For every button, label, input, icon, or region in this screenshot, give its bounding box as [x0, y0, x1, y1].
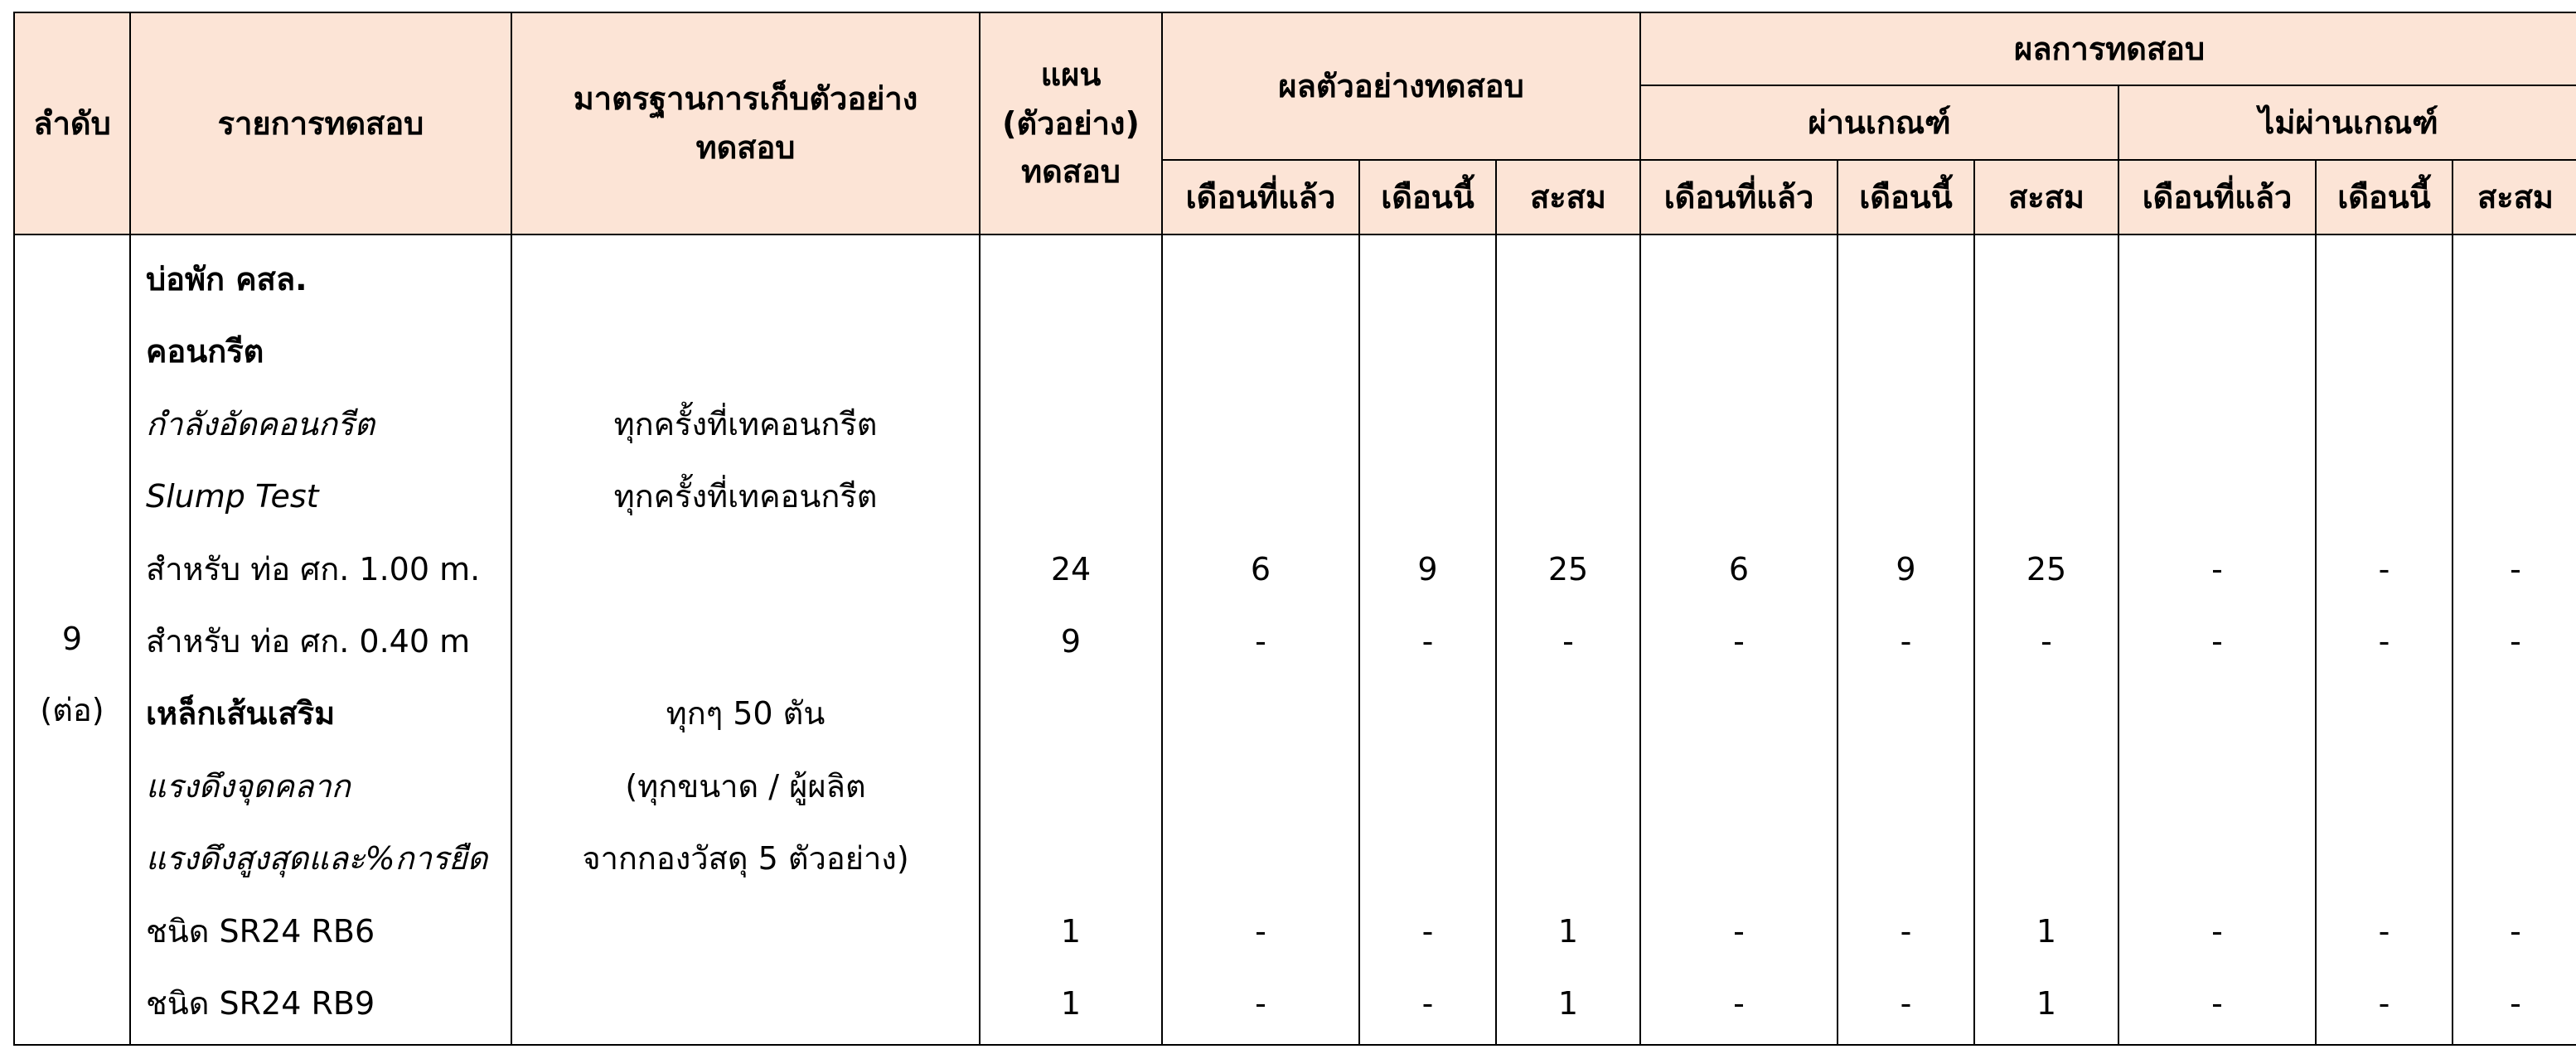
- value-line: [1641, 244, 1837, 316]
- value-line: [2317, 678, 2452, 750]
- item-line: กำลังอัดคอนกรีต: [146, 405, 375, 442]
- standard-line: [512, 968, 979, 1040]
- standard-line: [512, 534, 979, 606]
- table-body: [14, 234, 2576, 1045]
- value-line: 9: [1060, 622, 1082, 660]
- value-line: 9: [1417, 550, 1438, 587]
- value-line: [2317, 389, 2452, 461]
- header-plan-line: ทดสอบ: [1021, 153, 1121, 191]
- value-line: [1641, 678, 1837, 750]
- header-plan-line: (ตัวอย่าง): [1002, 104, 1140, 142]
- value-line: [1497, 461, 1639, 533]
- item-line: สำหรับ ท่อ ศก. 0.40 m: [146, 622, 471, 660]
- value-line: -: [1255, 912, 1266, 950]
- value-line: -: [2211, 984, 2223, 1022]
- standard-line: [512, 244, 979, 316]
- value-line: -: [2378, 622, 2390, 660]
- value-line: [1838, 823, 1973, 895]
- value-line: [1497, 823, 1639, 895]
- header-pass-prev-month: เดือนที่แล้ว: [1640, 160, 1838, 234]
- test-results-table: [13, 12, 2576, 1046]
- value-line: [1163, 244, 1358, 316]
- standard-line: จากกองวัสดุ 5 ตัวอย่าง): [582, 840, 909, 877]
- value-line: [981, 244, 1161, 316]
- standard-line: [512, 896, 979, 968]
- item-line: ชนิด SR24 RB6: [146, 912, 375, 950]
- item-line: เหล็กเส้นเสริม: [146, 695, 336, 732]
- value-line: [981, 823, 1161, 895]
- header-sample-cumulative: สะสม: [1496, 160, 1640, 234]
- value-line: -: [2510, 622, 2521, 660]
- value-line: [2317, 316, 2452, 388]
- value-line: -: [1562, 622, 1574, 660]
- header-sample-prev-month: เดือนที่แล้ว: [1162, 160, 1359, 234]
- value-line: -: [2378, 912, 2390, 950]
- value-line: [1975, 389, 2118, 461]
- header-fail-this-month: เดือนนี้: [2316, 160, 2453, 234]
- value-line: [1838, 244, 1973, 316]
- value-line: [1641, 316, 1837, 388]
- sample-prev-month-cell: [1162, 234, 1359, 1045]
- value-line: [2119, 244, 2315, 316]
- value-line: [1163, 678, 1358, 750]
- header-fail: ไม่ผ่านเกณฑ์: [2118, 85, 2576, 160]
- value-line: [2119, 678, 2315, 750]
- header-pass-this-month: เดือนนี้: [1838, 160, 1974, 234]
- standard-line: ทุกครั้งที่เทคอนกรีต: [613, 405, 878, 442]
- value-line: [2317, 751, 2452, 823]
- header-fail-cumulative: สะสม: [2453, 160, 2576, 234]
- item-line: แรงดึงจุดคลาก: [146, 767, 351, 805]
- pass-this-month-cell: [1838, 234, 1974, 1045]
- header-item: รายการทดสอบ: [130, 12, 511, 234]
- value-line: [1163, 316, 1358, 388]
- value-line: [1641, 461, 1837, 533]
- value-line: -: [2041, 622, 2052, 660]
- header-plan-line: แผน: [1040, 56, 1102, 93]
- value-line: [2453, 823, 2576, 895]
- value-line: [1975, 316, 2118, 388]
- value-line: -: [2510, 984, 2521, 1022]
- value-line: -: [1733, 912, 1745, 950]
- value-line: [1838, 389, 1973, 461]
- value-line: [1360, 461, 1495, 533]
- value-line: 1: [1557, 912, 1579, 950]
- value-line: [1975, 751, 2118, 823]
- value-line: [981, 389, 1161, 461]
- value-line: -: [1733, 984, 1745, 1022]
- value-line: 6: [1250, 550, 1271, 587]
- value-line: -: [2211, 622, 2223, 660]
- header-standard-line: ทดสอบ: [695, 129, 796, 166]
- value-line: [2119, 823, 2315, 895]
- value-line: [2453, 461, 2576, 533]
- value-line: -: [1255, 984, 1266, 1022]
- header-pass: ผ่านเกณฑ์: [1640, 85, 2118, 160]
- value-line: -: [1255, 622, 1266, 660]
- value-line: [2453, 244, 2576, 316]
- header-fail-prev-month: เดือนที่แล้ว: [2118, 160, 2316, 234]
- value-line: [1497, 678, 1639, 750]
- value-line: -: [1900, 984, 1912, 1022]
- table-header: [14, 12, 2576, 234]
- value-line: [1497, 751, 1639, 823]
- item-line: ชนิด SR24 RB9: [146, 984, 375, 1022]
- value-line: [2317, 823, 2452, 895]
- value-line: [1975, 244, 2118, 316]
- value-line: [1975, 461, 2118, 533]
- standard-cell: [511, 234, 980, 1045]
- header-sample-this-month: เดือนนี้: [1359, 160, 1496, 234]
- value-line: 25: [2026, 550, 2067, 587]
- pass-cumulative-cell: [1974, 234, 2118, 1045]
- value-line: -: [1900, 622, 1912, 660]
- fail-this-month-cell: [2316, 234, 2453, 1045]
- value-line: [1838, 751, 1973, 823]
- standard-line: ทุกๆ 50 ตัน: [666, 695, 826, 732]
- value-line: [1163, 389, 1358, 461]
- header-standard: [511, 12, 980, 234]
- seq-cell: [14, 234, 130, 1045]
- sample-this-month-cell: [1359, 234, 1496, 1045]
- value-line: -: [1421, 622, 1434, 660]
- value-line: 25: [1547, 550, 1589, 587]
- value-line: [1838, 678, 1973, 750]
- value-line: [1497, 244, 1639, 316]
- seq-number: 9: [61, 621, 83, 657]
- value-line: [1975, 678, 2118, 750]
- value-line: 1: [1060, 984, 1082, 1022]
- fail-cumulative-cell: [2453, 234, 2576, 1045]
- standard-line: ทุกครั้งที่เทคอนกรีต: [613, 478, 878, 515]
- value-line: [2119, 316, 2315, 388]
- fail-prev-month-cell: [2118, 234, 2316, 1045]
- value-line: [2453, 678, 2576, 750]
- value-line: -: [1733, 622, 1745, 660]
- header-seq: ลำดับ: [14, 12, 130, 234]
- value-line: [981, 678, 1161, 750]
- header-plan: [980, 12, 1162, 234]
- item-line: คอนกรีต: [146, 333, 264, 370]
- value-line: [2119, 389, 2315, 461]
- plan-cell: [980, 234, 1162, 1045]
- item-cell: [130, 234, 511, 1045]
- value-line: -: [2378, 550, 2390, 587]
- pass-prev-month-cell: [1640, 234, 1838, 1045]
- value-line: [1641, 751, 1837, 823]
- header-standard-line: มาตรฐานการเก็บตัวอย่าง: [573, 80, 918, 118]
- value-line: 1: [1557, 984, 1579, 1022]
- value-line: [1163, 461, 1358, 533]
- standard-line: (ทุกขนาด / ผู้ผลิต: [625, 767, 866, 805]
- value-line: [2317, 461, 2452, 533]
- value-line: [981, 461, 1161, 533]
- item-line: แรงดึงสูงสุดและ%การยืด: [146, 840, 488, 877]
- value-line: [981, 751, 1161, 823]
- header-pass-cumulative: สะสม: [1974, 160, 2118, 234]
- value-line: [1641, 823, 1837, 895]
- value-line: [2453, 751, 2576, 823]
- value-line: [2119, 461, 2315, 533]
- standard-line: [512, 606, 979, 678]
- value-line: [1360, 389, 1495, 461]
- value-line: -: [2510, 550, 2521, 587]
- item-line: Slump Test: [146, 478, 319, 515]
- value-line: [1360, 244, 1495, 316]
- value-line: -: [2211, 912, 2223, 950]
- value-line: [1360, 678, 1495, 750]
- value-line: [1641, 389, 1837, 461]
- item-line: สำหรับ ท่อ ศก. 1.00 m.: [146, 550, 481, 587]
- standard-line: [512, 316, 979, 388]
- value-line: 6: [1728, 550, 1750, 587]
- table-row: [14, 234, 2576, 1045]
- value-line: 1: [2036, 912, 2057, 950]
- value-line: [1360, 316, 1495, 388]
- value-line: [1360, 751, 1495, 823]
- value-line: [1975, 823, 2118, 895]
- value-line: 9: [1896, 550, 1916, 587]
- value-line: [1838, 316, 1973, 388]
- header-sample-results: ผลตัวอย่างทดสอบ: [1162, 12, 1640, 160]
- value-line: [1163, 751, 1358, 823]
- value-line: -: [1900, 912, 1912, 950]
- header-test-results: ผลการทดสอบ: [1640, 12, 2576, 85]
- value-line: [1497, 389, 1639, 461]
- value-line: -: [2510, 912, 2521, 950]
- value-line: [1497, 316, 1639, 388]
- value-line: [2317, 244, 2452, 316]
- value-line: -: [1421, 984, 1434, 1022]
- value-line: -: [1421, 912, 1434, 950]
- value-line: [2453, 316, 2576, 388]
- value-line: [981, 316, 1161, 388]
- value-line: -: [2378, 984, 2390, 1022]
- value-line: [1360, 823, 1495, 895]
- value-line: 24: [1050, 550, 1092, 587]
- value-line: 1: [2036, 984, 2057, 1022]
- value-line: [2119, 751, 2315, 823]
- value-line: 1: [1060, 912, 1082, 950]
- value-line: [1163, 823, 1358, 895]
- sample-cumulative-cell: [1496, 234, 1640, 1045]
- value-line: [1838, 461, 1973, 533]
- item-line: บ่อพัก คสล.: [146, 261, 307, 297]
- value-line: -: [2211, 550, 2223, 587]
- seq-continued: (ต่อ): [40, 692, 104, 728]
- value-line: [2453, 389, 2576, 461]
